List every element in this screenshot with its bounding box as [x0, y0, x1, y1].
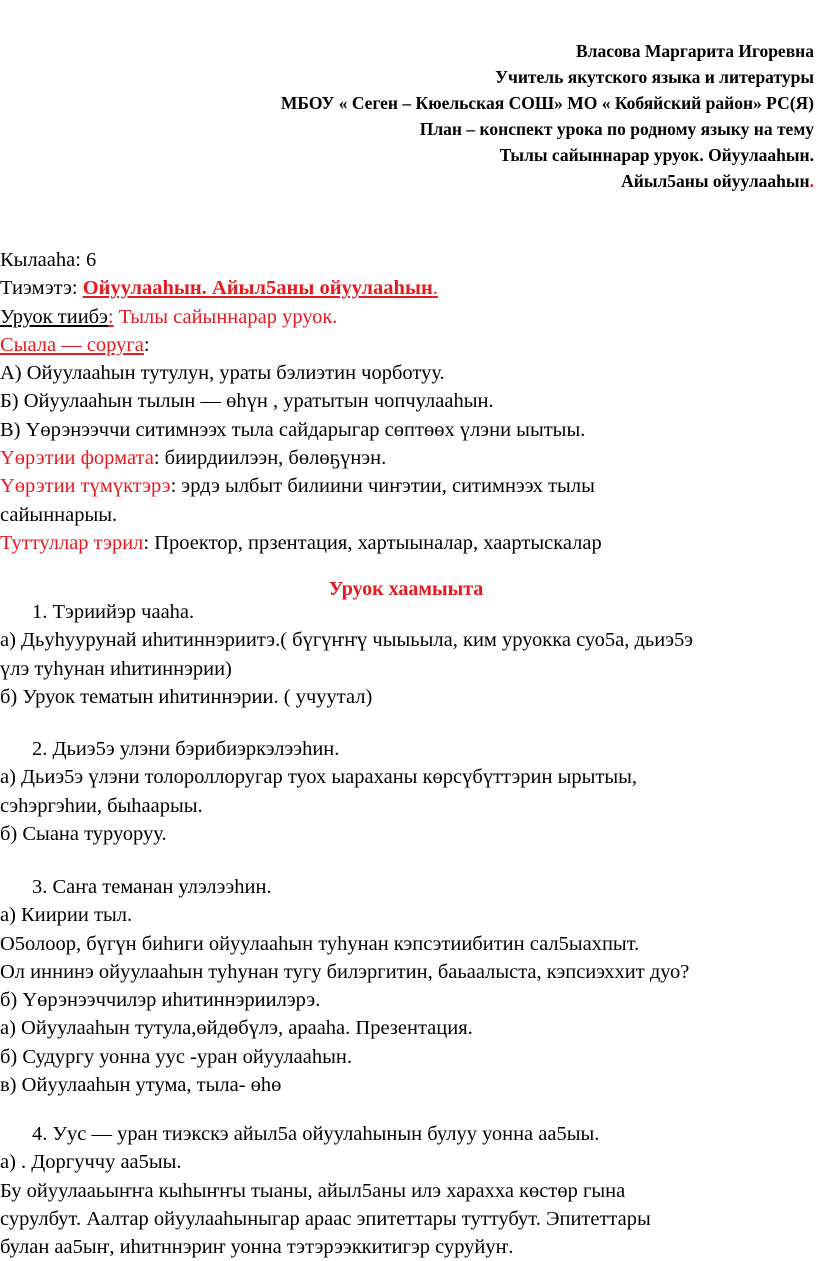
format-label: Үөрэтии формата [0, 447, 154, 470]
theme-value: Ойуулааһын. Айыл5аны ойуулааһын [82, 277, 433, 300]
theme-line [0, 274, 812, 302]
topic-line: Тылы сайыннарар уруок. Ойуулааһын. [499, 145, 814, 165]
step-4-line-1: Бу ойуулааьыҥҥа кыһыҥҥы тыаны, айыл5аны илэ харахха көстөр гына [0, 1179, 626, 1202]
step-1-a-line-2: үлэ туһунан иһитиннэрии) [0, 657, 232, 680]
type-value: Тылы сайыннарар уруок. [113, 305, 338, 328]
lesson-meta [0, 246, 812, 557]
step-3-line-1: О5олоор, бүгүн биһиги ойуулааһын туһунан кэпсэтиибитин сал5ыахпыт. [0, 932, 640, 955]
type-colon: : [107, 305, 114, 328]
step-1-a-line-1: а) Дьуһуурунай иһитиннэриитэ.( бүгүҥҥү чыыьыла, ким уруокка суо5а, дьиэ5э [0, 629, 694, 652]
step-2-a-line-2: сэһэргэһии, быһаарыы. [0, 794, 203, 817]
tools-label: Туттуллар тэрил [0, 531, 144, 554]
author-name: Власова Маргарита Игоревна [575, 41, 814, 61]
theme-dot: . [432, 277, 438, 300]
author-position: Учитель якутского языка и литературы [495, 67, 814, 87]
step-4-title: 4. Уус — уран тиэкскэ айыл5а ойуулаһынын булуу уонна аа5ыы. [32, 1123, 600, 1145]
plan-title: План – конспект урока по родному языку на тему [419, 119, 814, 139]
step-4-a: а) . Доргуччу аа5ыы. [0, 1151, 182, 1174]
format-line [0, 444, 812, 472]
step-4-line-3: булан аа5ыҥ, иһитннэриҥ уонна тэтэрээккитигэр суруйуҥ. [0, 1236, 514, 1259]
goal-a: А) Ойуулааһын тутулун, ураты бэлиэтин чорботуу. [0, 362, 445, 385]
step-3-e: в) Ойуулааһын утума, тыла- өһө [0, 1074, 282, 1097]
result-line-2: сайыннарыы. [0, 503, 118, 526]
goal-line [0, 331, 812, 359]
goal-c: В) Үөрэнээччи ситимнээх тыла сайдарыгар сөптөөх үлэни ыытыы. [0, 418, 586, 441]
goal-colon: : [143, 333, 150, 356]
step-2-b: б) Сыана туруоруу. [0, 822, 167, 845]
step-3-d: б) Судургу уонна уус -уран ойуулааһын. [0, 1045, 352, 1068]
result-line [0, 472, 812, 500]
step-3-c: а) Ойуулааһын тутула,өйдөбүлэ, арааһа. Презентация. [0, 1017, 473, 1040]
topic-text: Айыл5аны ойуулааһын [621, 171, 810, 191]
type-label: Уруок тиибэ [0, 305, 108, 328]
document-header [114, 38, 814, 194]
type-line [0, 303, 812, 331]
result-value: : эрдэ ылбыт билиини чиҥэтии, ситимнээх тылы [170, 475, 595, 498]
topic-dot: . [809, 171, 814, 191]
step-3-line-2: Ол иннинэ ойуулааһын туһунан тугу билэргитин, баьаалыста, кэпсиэххит дуо? [0, 960, 690, 983]
section-4 [0, 1120, 812, 1261]
goal-label: Сыала — соруга [0, 333, 144, 356]
section-3 [0, 873, 812, 1099]
step-4-line-2: сурулбут. Аалтар ойуулааһыныгар араас эпитеттары туттубут. Эпитеттары [0, 1207, 651, 1230]
section-heading: Уруок хаамыыта [328, 578, 484, 600]
goal-b: Б) Ойуулааһын тылын — өһүн , уратытын чопчулааһын. [0, 390, 494, 413]
section-1 [0, 598, 812, 711]
school-name: МБОУ « Сеген – Кюельская СОШ» МО « Кобяйский район» РС(Я) [280, 93, 814, 113]
step-1-title: 1. Тэриийэр чааһа. [32, 601, 195, 623]
topic-line-2 [114, 168, 814, 194]
section-2 [0, 735, 812, 848]
tools-line [0, 529, 812, 557]
grade-line: Кылааһа: 6 [0, 249, 97, 271]
step-3-b: б) Үөрэнээччилэр иһитиннэриилэрэ. [0, 989, 321, 1012]
result-label: Үөрэтии түмүктэрэ [0, 475, 171, 498]
step-2-a-line-1: а) Дьиэ5э үлэни толороллоругар туох ыараханы көрсүбүттэрин ырытыы, [0, 766, 638, 789]
step-3-a: а) Киирии тыл. [0, 904, 133, 927]
theme-label: Тиэмэтэ: [0, 277, 83, 300]
format-value: : биирдиилээн, бөлөҕүнэн. [153, 447, 387, 470]
step-2-title: 2. Дьиэ5э улэни бэрибиэркэлээһин. [32, 738, 340, 760]
tools-value: : Проектор, прзентация, хартыыналар, хаартыскалар [143, 531, 602, 554]
step-3-title: 3. Саҥа теманан улэлээһин. [32, 876, 272, 898]
step-1-b: б) Уруок тематын иһитиннэрии. ( учуутал) [0, 685, 373, 708]
